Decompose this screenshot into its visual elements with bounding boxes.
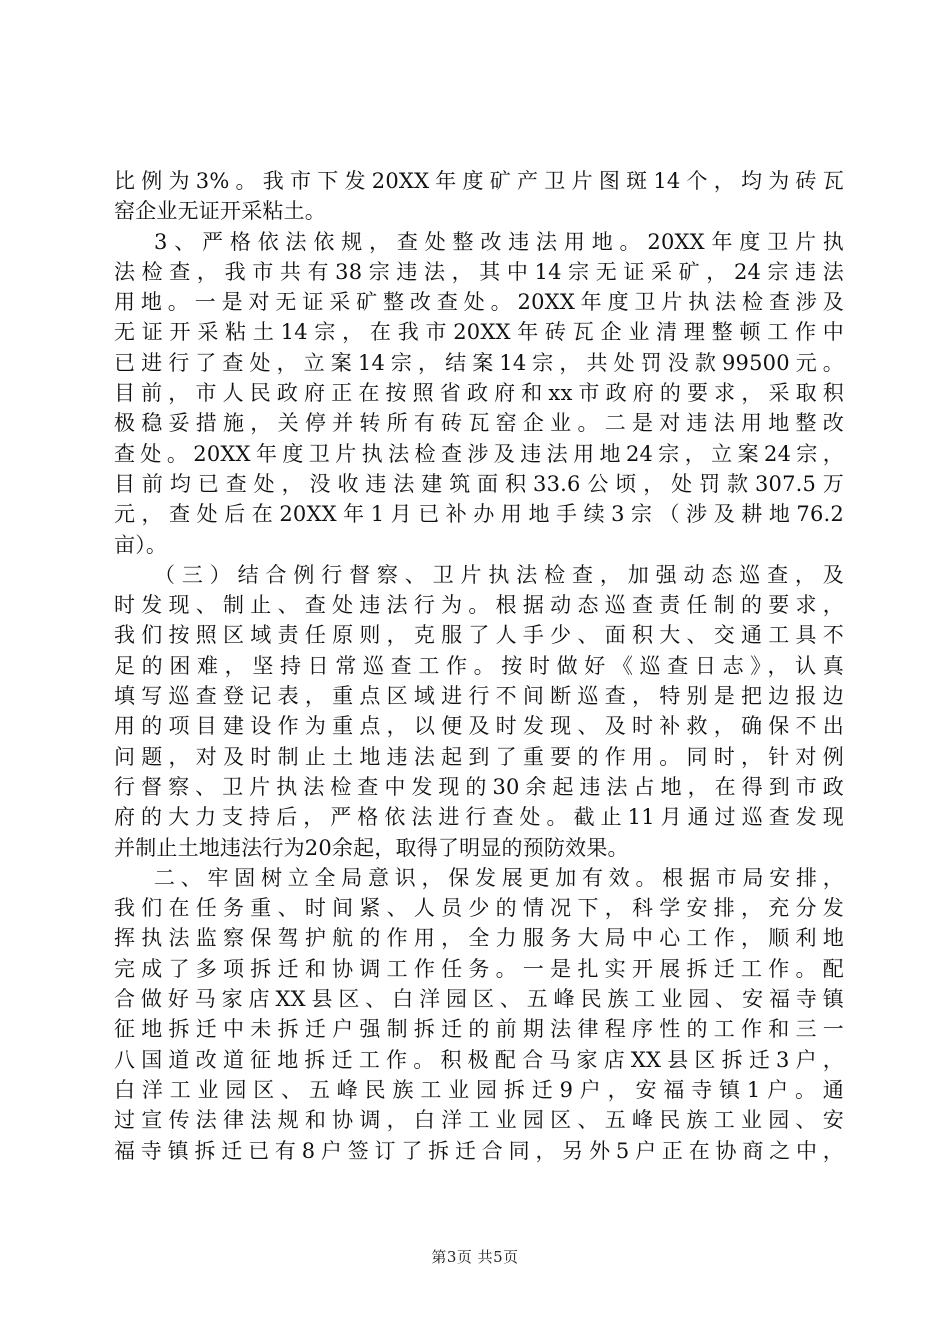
text-line: 填写巡查登记表，重点区域进行不间断巡查，特别是把边报边 xyxy=(114,684,844,709)
text-line: 目前均已查处，没收违法建筑面积33.6公顷，处罚款307.5万 xyxy=(114,471,844,496)
text-line: 3、严格依法依规，查处整改违法用地。20XX年度卫片执 xyxy=(154,229,844,254)
text-line: 合做好马家店XX县区、白洋园区、五峰民族工业园、安福寺镇 xyxy=(114,987,844,1012)
text-line: 目前，市人民政府正在按照省政府和xx市政府的要求，采取积 xyxy=(114,381,844,406)
text-line: 二、牢固树立全局意识，保发展更加有效。根据市局安排， xyxy=(154,865,844,890)
text-line: 我们在任务重、时间紧、人员少的情况下，科学安排，充分发 xyxy=(114,896,844,921)
text-line: 征地拆迁中未拆迁户强制拆迁的前期法律程序性的工作和三一 xyxy=(114,1017,844,1042)
text-line: 用地。一是对无证采矿整改查处。20XX年度卫片执法检查涉及 xyxy=(114,290,844,315)
text-line: 白洋工业园区、五峰民族工业园拆迁9户，安福寺镇1户。通 xyxy=(114,1077,844,1102)
text-line: 完成了多项拆迁和协调工作任务。一是扎实开展拆迁工作。配 xyxy=(114,956,844,981)
text-line: 过宣传法律法规和协调，白洋工业园区、五峰民族工业园、安 xyxy=(114,1108,844,1133)
text-line: （三）结合例行督察、卫片执法检查，加强动态巡查，及 xyxy=(154,562,844,587)
text-line: 比例为3%。我市下发20XX年度矿产卫片图斑14个，均为砖瓦 xyxy=(114,169,844,193)
text-line: 亩）。 xyxy=(114,532,168,557)
text-line: 查处。20XX年度卫片执法检查涉及违法用地24宗，立案24宗， xyxy=(114,441,844,466)
text-line: 并制止土地违法行为20余起，取得了明显的预防效果。 xyxy=(114,835,629,860)
text-line: 时发现、制止、查处违法行为。根据动态巡查责任制的要求， xyxy=(114,593,844,618)
text-line: 八国道改道征地拆迁工作。积极配合马家店XX县区拆迁3户， xyxy=(114,1047,844,1072)
text-line: 用的项目建设作为重点，以便及时发现、及时补救，确保不出 xyxy=(114,714,844,739)
page-footer: 第3页 共5页 xyxy=(431,1248,519,1266)
text-line: 无证开采粘土14宗，在我市20XX年砖瓦企业清理整顿工作中 xyxy=(114,320,844,345)
text-line: 法检查，我市共有38宗违法，其中14宗无证采矿，24宗违法 xyxy=(114,259,844,284)
text-line: 已进行了查处，立案14宗，结案14宗，共处罚没款99500元。 xyxy=(114,350,844,375)
text-line: 府的大力支持后，严格依法进行查处。截止11月通过巡查发现 xyxy=(114,805,844,830)
text-line: 极稳妥措施，关停并转所有砖瓦窑企业。二是对违法用地整改 xyxy=(114,411,844,436)
text-line: 福寺镇拆迁已有8户签订了拆迁合同，另外5户正在协商之中， xyxy=(114,1138,844,1163)
text-line: 窑企业无证开采粘土。 xyxy=(114,199,326,224)
text-line: 问题，对及时制止土地违法起到了重要的作用。同时，针对例 xyxy=(114,744,844,769)
text-line: 行督察、卫片执法检查中发现的30余起违法占地，在得到市政 xyxy=(114,774,844,799)
body-text xyxy=(114,166,844,1166)
text-line: 元，查处后在20XX年1月已补办用地手续3宗（涉及耕地76.2 xyxy=(114,502,844,527)
text-line: 我们按照区域责任原则，克服了人手少、面积大、交通工具不 xyxy=(114,623,844,648)
text-line: 足的困难，坚持日常巡查工作。按时做好《巡查日志》，认真 xyxy=(114,653,844,678)
text-line: 挥执法监察保驾护航的作用，全力服务大局中心工作，顺利地 xyxy=(114,926,844,951)
